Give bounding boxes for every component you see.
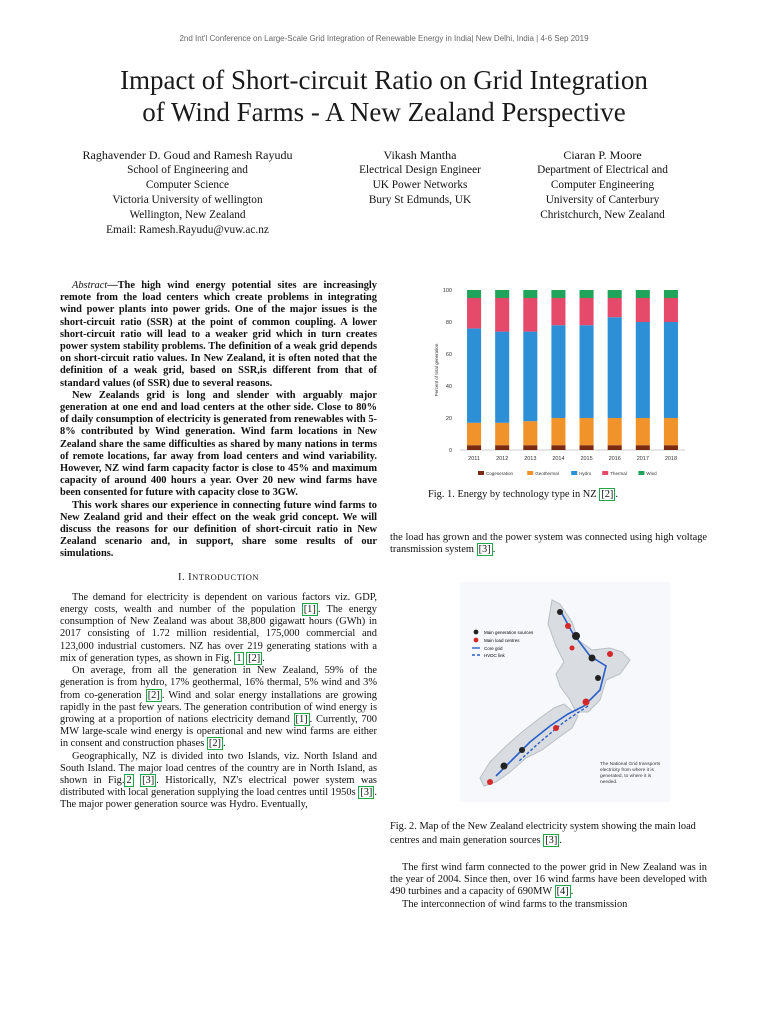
author-name: Vikash Mantha	[383, 148, 457, 162]
body-paragraph: The demand for electricity is dependent on various factors viz. GDP, energy costs, wealth and number of the population [1] . The energy consumption of New Zealand was about 38,800 gigawatt hours (GWh) in 2017 consisting of 1.72 million residential, 175,000 commercial and 123,000 industrial customers. NZ has over 219 generating stations with a mix of generation types, as shown in Fig. 1 [2] .	[60, 591, 377, 664]
bar-segment	[467, 298, 481, 328]
bar-segment	[664, 322, 678, 418]
citation-link[interactable]: [3]	[360, 787, 373, 799]
x-tick-label: 2011	[468, 456, 480, 462]
body-paragraph: The first wind farm connected to the power grid in New Zealand was in the year of 2004. Since then, over 16 wind farms have been developed with 490 turbines and a capacity of 690MW [4] .	[390, 862, 707, 898]
legend-swatch	[527, 471, 533, 475]
bar-segment	[664, 445, 678, 450]
left-column	[60, 280, 377, 812]
bar-segment	[551, 325, 565, 418]
citation-link[interactable]: [1]	[295, 713, 308, 725]
figure-2-map	[460, 582, 670, 802]
figure-link[interactable]: 1	[236, 652, 242, 664]
legend-swatch	[571, 471, 577, 475]
x-tick-label: 2014	[552, 456, 565, 462]
bar-segment	[523, 421, 537, 445]
citation-link[interactable]: [3]	[545, 835, 558, 846]
bar-segment	[495, 290, 509, 298]
bar-segment	[495, 298, 509, 332]
citation-link[interactable]: [3]	[142, 774, 155, 786]
bar-segment	[580, 445, 594, 450]
x-tick-label: 2013	[524, 456, 537, 462]
legend-swatch	[478, 471, 484, 475]
author-name: Ciaran P. Moore	[563, 148, 642, 162]
bar-segment	[608, 298, 622, 317]
bar-segment	[636, 290, 650, 298]
affiliation-line: Computer Science	[145, 179, 230, 191]
bar-segment	[551, 298, 565, 325]
y-tick-label: 60	[445, 352, 452, 358]
y-tick-label: 20	[445, 416, 452, 422]
bar-segment	[636, 298, 650, 322]
y-tick-label: 80	[445, 320, 452, 326]
legend-swatch	[602, 471, 608, 475]
body-text-left	[60, 592, 377, 812]
affiliation-line: Electrical Design Engineer	[359, 164, 481, 176]
bar-segment	[636, 322, 650, 418]
bar-segment	[608, 418, 622, 445]
y-tick-label: 100	[442, 288, 452, 294]
citation-link[interactable]: [2]	[147, 689, 160, 701]
abstract-paragraph: New Zealands grid is long and slender with arguably major generation at one end and load centers at the other side. Close to 80% of daily consumption of electricity is generated from renewables with 5-8% contributed by Wind generation. Wind farm locations in New Zealand share the same difficulties as shared by many nations in terms of remote locations, far away from load centers and wind variability. However, NZ wind farm capacity factor is close to 45% and maximum capacity of around 400 hours a year. Over 20 new wind farms have been consented for future with capacity close to 3GW.	[60, 389, 377, 499]
right-column-text-2	[390, 862, 707, 911]
affiliation-line: School of Engineering and	[127, 164, 248, 176]
affiliation-line: Victoria University of wellington	[112, 194, 263, 206]
citation-link[interactable]: [2]	[248, 652, 261, 664]
author-email[interactable]: Email: Ramesh.Rayudu@vuw.ac.nz	[106, 224, 269, 236]
bar-segment	[664, 290, 678, 298]
right-column-text-1	[390, 532, 707, 556]
conference-header: 2nd Int'l Conference on Large-Scale Grid Integration of Renewable Energy in India| New Delhi, India | 4-6 Sep 2019	[179, 34, 589, 43]
legend-label: Cogeneration	[486, 471, 514, 476]
legend-swatch	[638, 471, 644, 475]
bar-segment	[636, 418, 650, 445]
affiliation-line: Wellington, New Zealand	[129, 209, 246, 221]
bar-segment	[467, 423, 481, 445]
citation-link[interactable]: [1]	[303, 604, 316, 616]
citation-link[interactable]: [4]	[556, 886, 569, 898]
body-paragraph: Geographically, NZ is divided into two Islands, viz. North Island and South Island. The major load centres of the country are in North Island, as shown in Fig. 2 [3] . Historically, NZ's electrical power system was distributed with local generation supplying the load centres until 1950s [3] . The major power generation source was Hydro. Eventually,	[60, 750, 377, 811]
bar-segment	[523, 290, 537, 298]
citation-link[interactable]: [3]	[478, 544, 491, 556]
bar-segment	[580, 298, 594, 325]
stacked-bar-chart	[420, 280, 690, 480]
bar-segment	[467, 328, 481, 422]
title-line-2: of Wind Farms - A New Zealand Perspective	[142, 97, 626, 127]
legend-label: Main generation sources	[484, 630, 534, 635]
x-tick-label: 2017	[636, 456, 649, 462]
legend-label: Geothermal	[535, 471, 559, 476]
bar-segment	[467, 290, 481, 298]
x-tick-label: 2015	[580, 456, 593, 462]
map-note: The National Grid transports electricity from where it is generated, to where it is needed.	[600, 762, 661, 785]
bar-segment	[467, 445, 481, 450]
paper-title	[40, 64, 728, 128]
figure-1-caption: Fig. 1. Energy by technology type in NZ [2] .	[428, 489, 618, 500]
bar-segment	[608, 290, 622, 298]
figure-link[interactable]: 2	[126, 774, 132, 786]
body-paragraph: the load has grown and the power system was connected using high voltage transmission system [3] .	[390, 532, 707, 556]
author-name: Raghavender D. Goud and Ramesh Rayudu	[82, 148, 293, 162]
bar-segment	[551, 445, 565, 450]
bar-segment	[608, 445, 622, 450]
affiliation-line: Computer Engineering	[550, 179, 655, 191]
affiliation-line: Bury St Edmunds, UK	[368, 194, 472, 206]
abstract-paragraph	[60, 280, 377, 390]
x-tick-label: 2012	[496, 456, 509, 462]
legend-label: Main load centres	[484, 638, 520, 643]
figure-1-chart	[420, 280, 690, 480]
y-tick-label: 0	[448, 448, 452, 454]
bar-segment	[551, 290, 565, 298]
affiliation-line: Department of Electrical and	[537, 164, 668, 176]
citation-link[interactable]: [2]	[601, 489, 614, 500]
bar-segment	[664, 418, 678, 445]
body-paragraph: The interconnection of wind farms to the transmission	[402, 898, 628, 910]
affiliation-line: Christchurch, New Zealand	[540, 209, 665, 221]
bar-segment	[636, 445, 650, 450]
bar-segment	[664, 298, 678, 322]
x-tick-label: 2018	[664, 456, 678, 462]
bar-segment	[580, 418, 594, 445]
bar-segment	[495, 445, 509, 450]
bar-segment	[580, 290, 594, 298]
bar-segment	[551, 418, 565, 445]
author-block-2	[350, 148, 490, 208]
author-block-3	[520, 148, 685, 223]
bar-segment	[608, 317, 622, 418]
legend-label: Thermal	[610, 471, 627, 476]
figure-2-caption: Fig. 2. Map of the New Zealand electricity system showing the main load centres and main generation sources [3] .	[390, 821, 696, 846]
citation-link[interactable]: [2]	[208, 738, 222, 750]
legend-label: Hydro	[579, 471, 592, 476]
body-paragraph: On average, from all the generation in New Zealand, 59% of the generation is from hydro, 17% geothermal, 16% thermal, 5% wind and 3% from co-generation [2] . Wind and solar energy installations are growing rapidly in the past few years. The generation contribution of wind energy is growing at a proportion of nations electricity demand [1] . Currently, 700 MW large-scale wind energy is operational and new wind farms are either in consent and construction phases [2] .	[60, 665, 377, 750]
legend-label: Wind	[646, 471, 657, 476]
bar-segment	[523, 445, 537, 450]
abstract-text: —The high wind energy potential sites are increasingly remote from the load centers which create problems in integrating wind power plants into power grids. One of the major issues is the short-circuit ratio (SSR) at the point of common coupling. A lower short-circuit ratio will lead to a weaker grid which in turn creates power system stability problems. The definition of a weak grid depends on short-circuit ratio values. In New Zealand, it is often noted that the definition of a weak grid, based on SSR,is different from that of standard values (of SSR) due to several reasons.	[60, 280, 377, 389]
north-island-shape	[548, 600, 630, 712]
section-heading: I. INTRODUCTION	[177, 571, 259, 583]
abstract	[60, 280, 377, 561]
bar-segment	[523, 332, 537, 422]
author-block-1	[80, 148, 295, 238]
affiliation-line: University of Canterbury	[545, 194, 660, 206]
title-line-1: Impact of Short-circuit Ratio on Grid Integration	[120, 65, 648, 95]
bar-segment	[495, 332, 509, 423]
y-axis-label: Percent of total generation	[434, 343, 439, 397]
legend-label: Core grid	[484, 646, 503, 651]
bar-segment	[495, 423, 509, 445]
y-tick-label: 40	[445, 384, 452, 390]
affiliation-line: UK Power Networks	[372, 179, 468, 191]
x-tick-label: 2016	[608, 456, 621, 462]
abstract-paragraph: This work shares our experience in connecting future wind farms to New Zealand grid and their effect on the weak grid concept. We will discuss the reasons for our definition of short-circuit ratio in New Zealand scenario and, in support, share some results of our simulations.	[60, 499, 377, 560]
bar-segment	[523, 298, 537, 332]
abstract-label: Abstract	[72, 280, 108, 291]
bar-segment	[580, 325, 594, 418]
legend-label: HVDC link	[484, 653, 505, 658]
